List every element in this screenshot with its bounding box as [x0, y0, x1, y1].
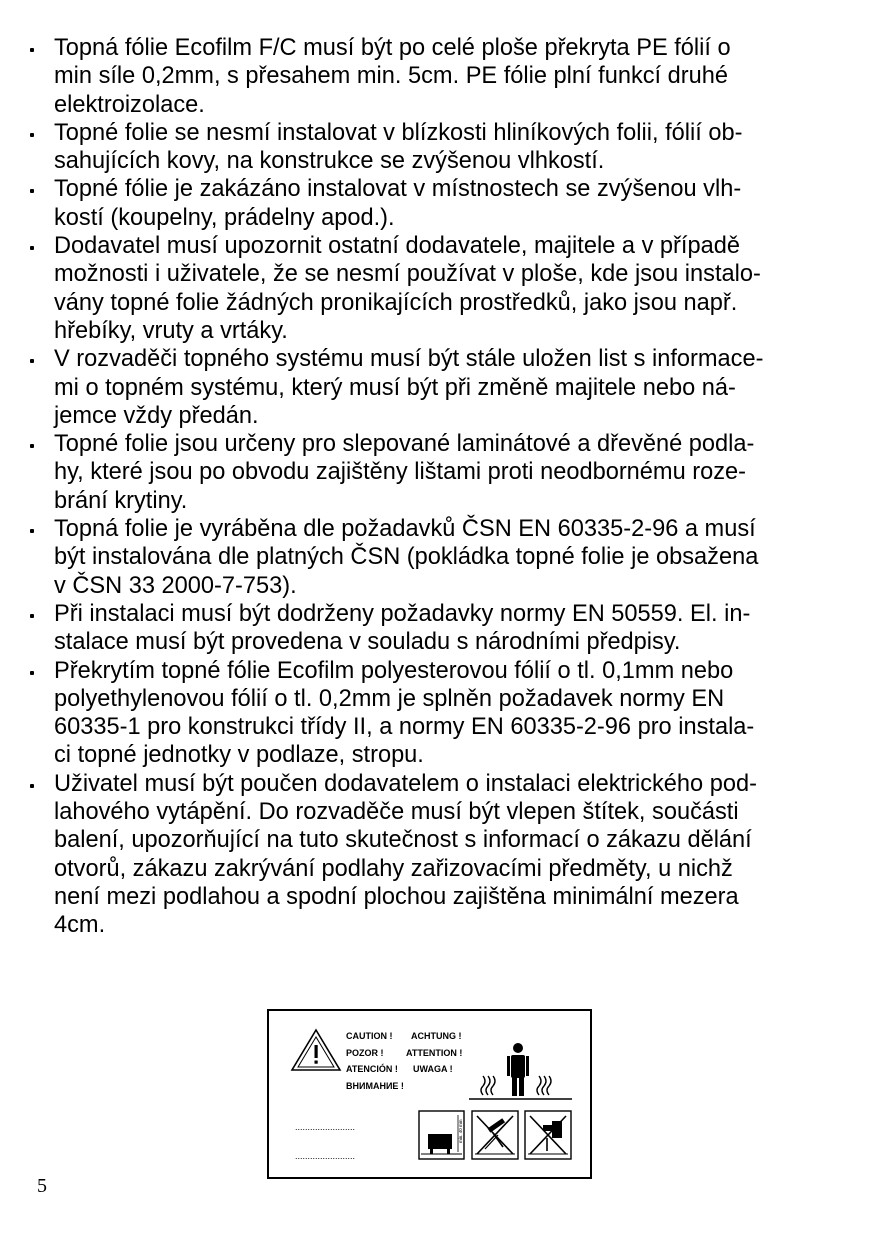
person-on-heated-floor-icon: [469, 1043, 572, 1099]
list-item-line: V rozvaděči topného systému musí být stále uložen list s informace-: [54, 346, 764, 373]
bullet-dot-icon: [30, 359, 34, 363]
furniture-gap-icon: [419, 1111, 464, 1159]
atencion-text: ATENCIÓN !: [346, 1064, 398, 1074]
min-gap-text: min. 40 mm: [458, 1119, 463, 1143]
list-item-line: elektroizolace.: [54, 91, 205, 118]
bullet-dot-icon: [30, 133, 34, 137]
fill-in-line-2: ........................: [295, 1151, 356, 1161]
list-item-line: ci topné jednotky v podlaze, stropu.: [54, 742, 424, 769]
vnimanie-text: ВНИМАНИЕ !: [346, 1081, 404, 1091]
list-item-line: lahového vytápění. Do rozvaděče musí být vlepen štítek, součásti: [54, 799, 739, 826]
bullet-dot-icon: [30, 444, 34, 448]
list-item-line: jemce vždy předán.: [54, 402, 259, 429]
list-item: [30, 345, 845, 430]
bullet-dot-icon: [30, 246, 34, 250]
list-item-line: Topné fólie je zakázáno instalovat v místnostech se zvýšenou vlh-: [54, 176, 742, 203]
warning-triangle-icon: [292, 1030, 340, 1070]
list-item-line: Uživatel musí být poučen dodavatelem o instalaci elektrického pod-: [54, 770, 757, 797]
list-item-line: 60335-1 pro konstrukci třídy II, a normy EN 60335-2-96 pro instala-: [54, 714, 755, 741]
warning-label-graphic: [269, 1011, 590, 1177]
bullet-dot-icon: [30, 671, 34, 675]
no-nails-icon: [472, 1111, 518, 1159]
bullet-dot-icon: [30, 48, 34, 52]
list-item: [30, 430, 845, 515]
list-item-line: brání krytiny.: [54, 487, 188, 514]
list-item: [30, 119, 845, 176]
list-item-line: Topné folie se nesmí instalovat v blízkosti hliníkových folii, fólií ob-: [54, 119, 743, 146]
list-item-line: Topná folie je vyráběna dle požadavků ČSN EN 60335-2-96 a musí: [54, 516, 756, 543]
list-item-line: v ČSN 33 2000-7-753).: [54, 572, 297, 599]
list-item-line: sahujících kovy, na konstrukce se zvýšenou vlhkostí.: [54, 148, 605, 175]
list-item-line: hy, které jsou po obvodu zajištěny lištami proti neodbornému roze-: [54, 459, 747, 486]
list-item-line: Topné folie jsou určeny pro slepované laminátové a dřevěné podla-: [54, 431, 755, 458]
list-item: [30, 657, 845, 770]
list-item-line: Překrytím topné fólie Ecofilm polyesterovou fólií o tl. 0,1mm nebo: [54, 657, 734, 684]
bullet-dot-icon: [30, 189, 34, 193]
page-number: 5: [37, 1175, 47, 1197]
bullet-dot-icon: [30, 784, 34, 788]
list-item-line: min síle 0,2mm, s přesahem min. 5cm. PE fólie plní funkcí druhé: [54, 63, 729, 90]
attention-text: ATTENTION !: [406, 1048, 463, 1058]
list-item-line: možnosti i uživatele, že se nesmí používat v ploše, kde jsou instalo-: [54, 261, 761, 288]
list-item: [30, 515, 845, 600]
list-item: [30, 600, 845, 657]
list-item: [30, 34, 845, 119]
fill-in-line-1: ........................: [295, 1122, 356, 1132]
list-item: [30, 175, 845, 232]
list-item-line: balení, upozorňující na tuto skutečnost s informací o zákazu dělání: [54, 827, 752, 854]
instruction-list: [30, 34, 845, 940]
list-item-line: být instalována dle platných ČSN (pokládka topné folie je obsažena: [54, 544, 759, 571]
list-item-line: Dodavatel musí upozornit ostatní dodavatele, majitele a v případě: [54, 233, 740, 260]
caution-text: CAUTION !: [346, 1031, 393, 1041]
no-drilling-icon: [525, 1111, 571, 1159]
list-item-line: mi o topném systému, který musí být při změně majitele nebo ná-: [54, 374, 736, 401]
warning-label: [267, 1009, 592, 1179]
pozor-text: POZOR !: [346, 1048, 384, 1058]
list-item-line: stalace musí být provedena v souladu s národními předpisy.: [54, 629, 681, 656]
bullet-dot-icon: [30, 614, 34, 618]
list-item-line: otvorů, zákazu zakrývání podlahy zařizovacími předměty, u nichž: [54, 855, 733, 882]
uwaga-text: UWAGA !: [413, 1064, 453, 1074]
list-item: [30, 770, 845, 940]
list-item-line: není mezi podlahou a spodní plochou zajištěna minimální mezera: [54, 883, 739, 910]
list-item-line: 4cm.: [54, 912, 106, 939]
list-item: [30, 232, 845, 345]
list-item-line: hřebíky, vruty a vrtáky.: [54, 317, 288, 344]
list-item-line: Při instalaci musí být dodrženy požadavky normy EN 50559. El. in-: [54, 600, 751, 627]
list-item-line: polyethylenovou fólií o tl. 0,2mm je splněn požadavek normy EN: [54, 685, 725, 712]
list-item-line: Topná fólie Ecofilm F/C musí být po celé ploše překryta PE fólií o: [54, 35, 731, 61]
bullet-dot-icon: [30, 529, 34, 533]
list-item-line: vány topné folie žádných pronikajících prostředků, jako jsou např.: [54, 289, 738, 316]
achtung-text: ACHTUNG !: [411, 1031, 462, 1041]
list-item-line: kostí (koupelny, prádelny apod.).: [54, 204, 395, 231]
